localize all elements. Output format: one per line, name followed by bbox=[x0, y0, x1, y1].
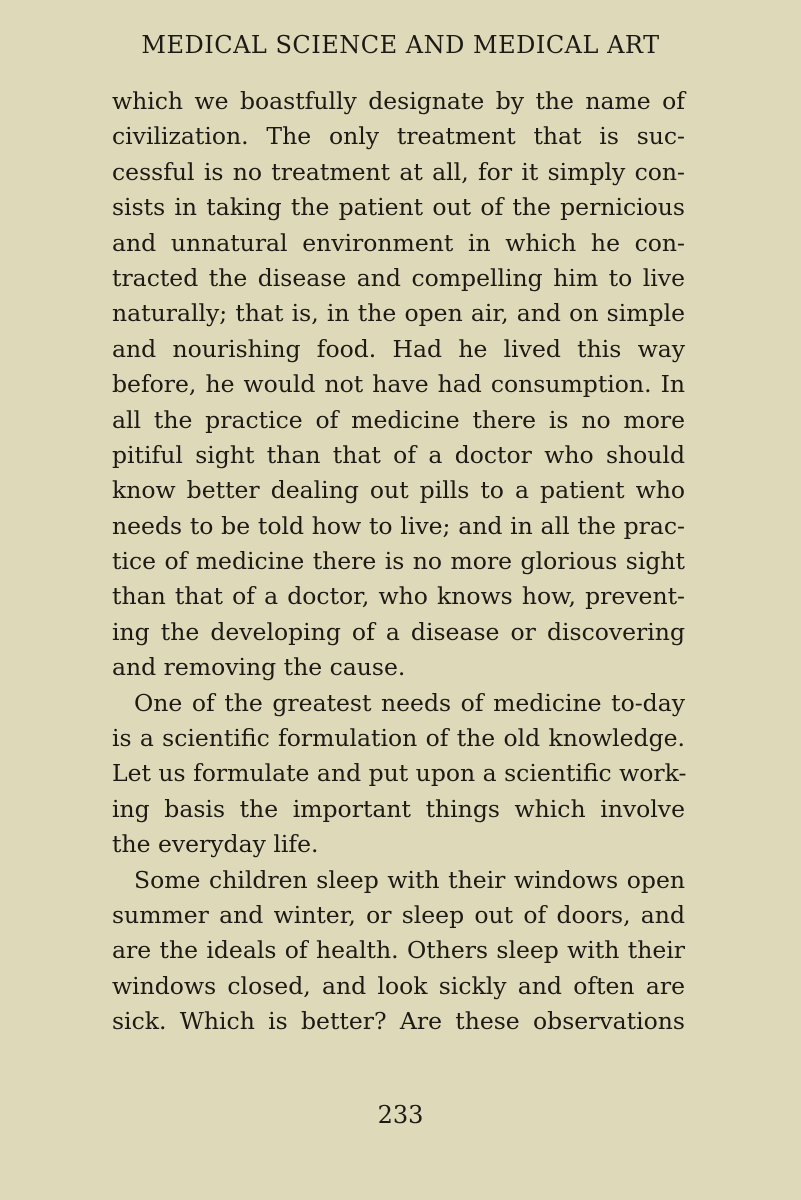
text-line: all the practice of medicine there is no more bbox=[112, 405, 685, 434]
text-line: and removing the cause. bbox=[112, 653, 406, 682]
text-line: summer and winter, or sleep out of doors, and bbox=[112, 900, 685, 929]
text-line: One of the greatest needs of medicine to-day bbox=[134, 688, 685, 717]
text-line: ing basis the important things which involve bbox=[112, 794, 685, 823]
text-line: and nourishing food. Had he lived this way bbox=[112, 334, 685, 363]
text-line: are the ideals of health. Others sleep with their bbox=[112, 936, 685, 965]
text-line: tice of medicine there is no more glorious sight bbox=[112, 547, 685, 576]
text-line: than that of a doctor, who knows how, prevent- bbox=[112, 582, 685, 611]
text-line: ing the developing of a disease or discovering bbox=[112, 617, 685, 646]
text-line: and unnatural environment in which he con- bbox=[112, 228, 685, 257]
body-text bbox=[112, 84, 685, 1040]
text-line: windows closed, and look sickly and often are bbox=[112, 971, 685, 1000]
text-line: Let us formulate and put upon a scientific work- bbox=[112, 759, 687, 788]
page-number: 233 bbox=[377, 1101, 424, 1129]
text-line: the everyday life. bbox=[112, 830, 319, 859]
text-line: before, he would not have had consumption. In bbox=[112, 370, 685, 399]
text-line: naturally; that is, in the open air, and on simple bbox=[112, 299, 685, 328]
text-line: sists in taking the patient out of the pernicious bbox=[112, 193, 685, 222]
text-line: pitiful sight than that of a doctor who should bbox=[112, 440, 685, 469]
text-line: civilization. The only treatment that is suc- bbox=[112, 122, 685, 151]
text-line: tracted the disease and compelling him to live bbox=[112, 263, 685, 292]
text-line: sick. Which is better? Are these observations bbox=[112, 1007, 685, 1036]
text-line: which we boastfully designate by the name of bbox=[112, 87, 685, 115]
text-line: is a scientific formulation of the old knowledge. bbox=[112, 724, 685, 753]
text-line: needs to be told how to live; and in all the prac- bbox=[112, 511, 685, 540]
text-line: Some children sleep with their windows open bbox=[134, 865, 685, 894]
text-line: know better dealing out pills to a patient who bbox=[112, 476, 685, 505]
text-line: cessful is no treatment at all, for it simply con- bbox=[112, 157, 685, 186]
running-head: MEDICAL SCIENCE AND MEDICAL ART bbox=[141, 31, 660, 59]
